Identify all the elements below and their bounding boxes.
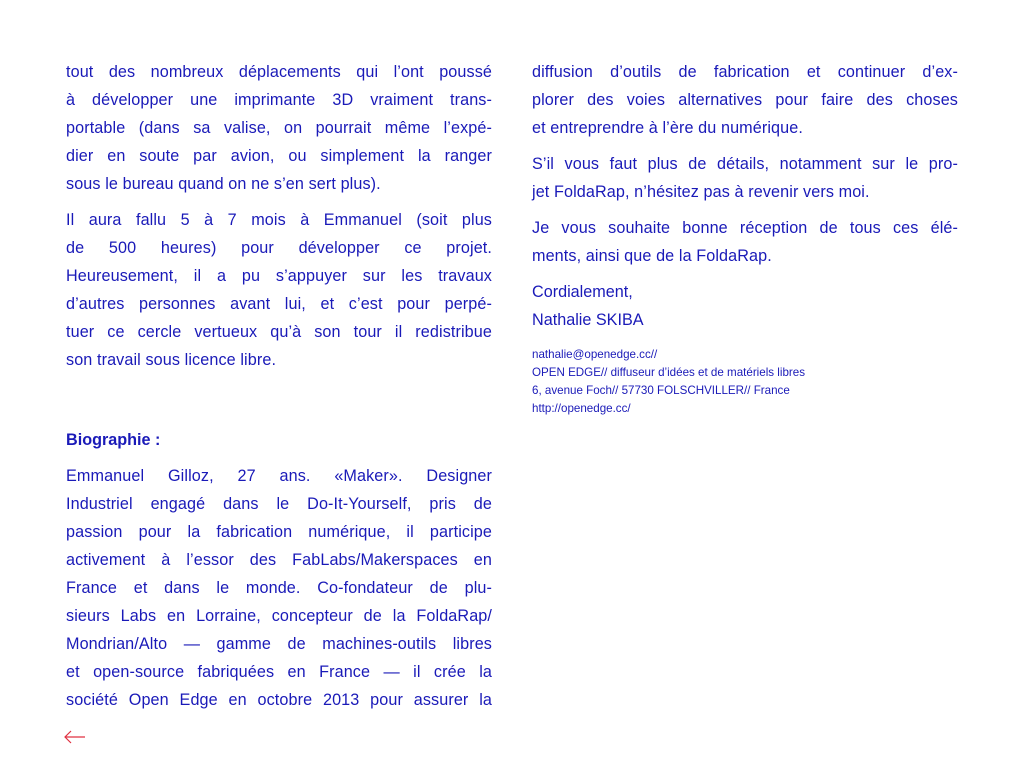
paragraph-biography [66,462,492,714]
text-line: jet FoldaRap, n’hésitez pas à revenir vers moi. [532,183,870,201]
text-line: et open-source fabriquées en France — il crée la [66,663,492,681]
left-column [66,58,492,722]
text-line: Je vous souhaite bonne réception de tous ces élé- [532,219,958,237]
signature-name: Nathalie SKIBA [532,311,644,329]
paragraph-travel [66,58,492,198]
text-line: sous le bureau quand on ne s’en sert plus). [66,175,381,193]
paragraph-reception [532,214,958,270]
right-column [532,58,958,418]
text-line: tuer ce cercle vertueux qu’à son tour il redistribue [66,323,492,341]
biography-heading: Biographie : [66,431,161,449]
text-line: France et dans le monde. Co-fondateur de plu- [66,579,492,597]
text-line: son travail sous licence libre. [66,351,277,369]
text-line: ments, ainsi que de la FoldaRap. [532,247,772,265]
closing-text: Cordialement, [532,283,633,301]
text-line: Emmanuel Gilloz, 27 ans. «Maker». Designer [66,467,492,485]
text-line: d’autres personnes avant lui, et c’est pour perpé- [66,295,492,313]
text-line: société Open Edge en octobre 2013 pour assurer la [66,691,492,709]
paragraph-details [532,150,958,206]
contact-company: OPEN EDGE// diffuseur d’idées et de matériels libres [532,366,806,379]
text-line: activement à l’essor des FabLabs/Makerspaces en [66,551,492,569]
text-line: sieurs Labs en Lorraine, concepteur de la FoldaRap/ [66,607,492,625]
text-line: et entreprendre à l’ère du numérique. [532,119,803,137]
text-line: S’il vous faut plus de détails, notamment sur le pro- [532,155,958,173]
text-line: à développer une imprimante 3D vraiment trans- [66,91,492,109]
left-arrow-icon[interactable] [62,726,88,748]
text-line: portable (dans sa valise, on pourrait même l’expé- [66,119,492,137]
text-line: Mondrian/Alto — gamme de machines-outils libres [66,635,492,653]
contact-address: 6, avenue Foch// 57730 FOLSCHVILLER// France [532,384,790,397]
contact-email: nathalie@openedge.cc// [532,348,658,361]
text-line: Industriel engagé dans le Do-It-Yourself, pris de [66,495,492,513]
contact-block [532,346,958,418]
signature-block [532,278,958,334]
paragraph-development [66,206,492,374]
text-line: dier en soute par avion, ou simplement la ranger [66,147,492,165]
paragraph-diffusion [532,58,958,142]
text-line: diffusion d’outils de fabrication et continuer d’ex- [532,63,958,81]
text-line: Heureusement, il a pu s’appuyer sur les travaux [66,267,492,285]
text-line: de 500 heures) pour développer ce projet. [66,239,492,257]
text-line: Il aura fallu 5 à 7 mois à Emmanuel (soit plus [66,211,492,229]
contact-website: http://openedge.cc/ [532,402,631,415]
section-spacer [66,382,492,426]
text-line: passion pour la fabrication numérique, il participe [66,523,492,541]
text-line: plorer des voies alternatives pour faire des choses [532,91,958,109]
text-line: tout des nombreux déplacements qui l’ont poussé [66,63,492,81]
